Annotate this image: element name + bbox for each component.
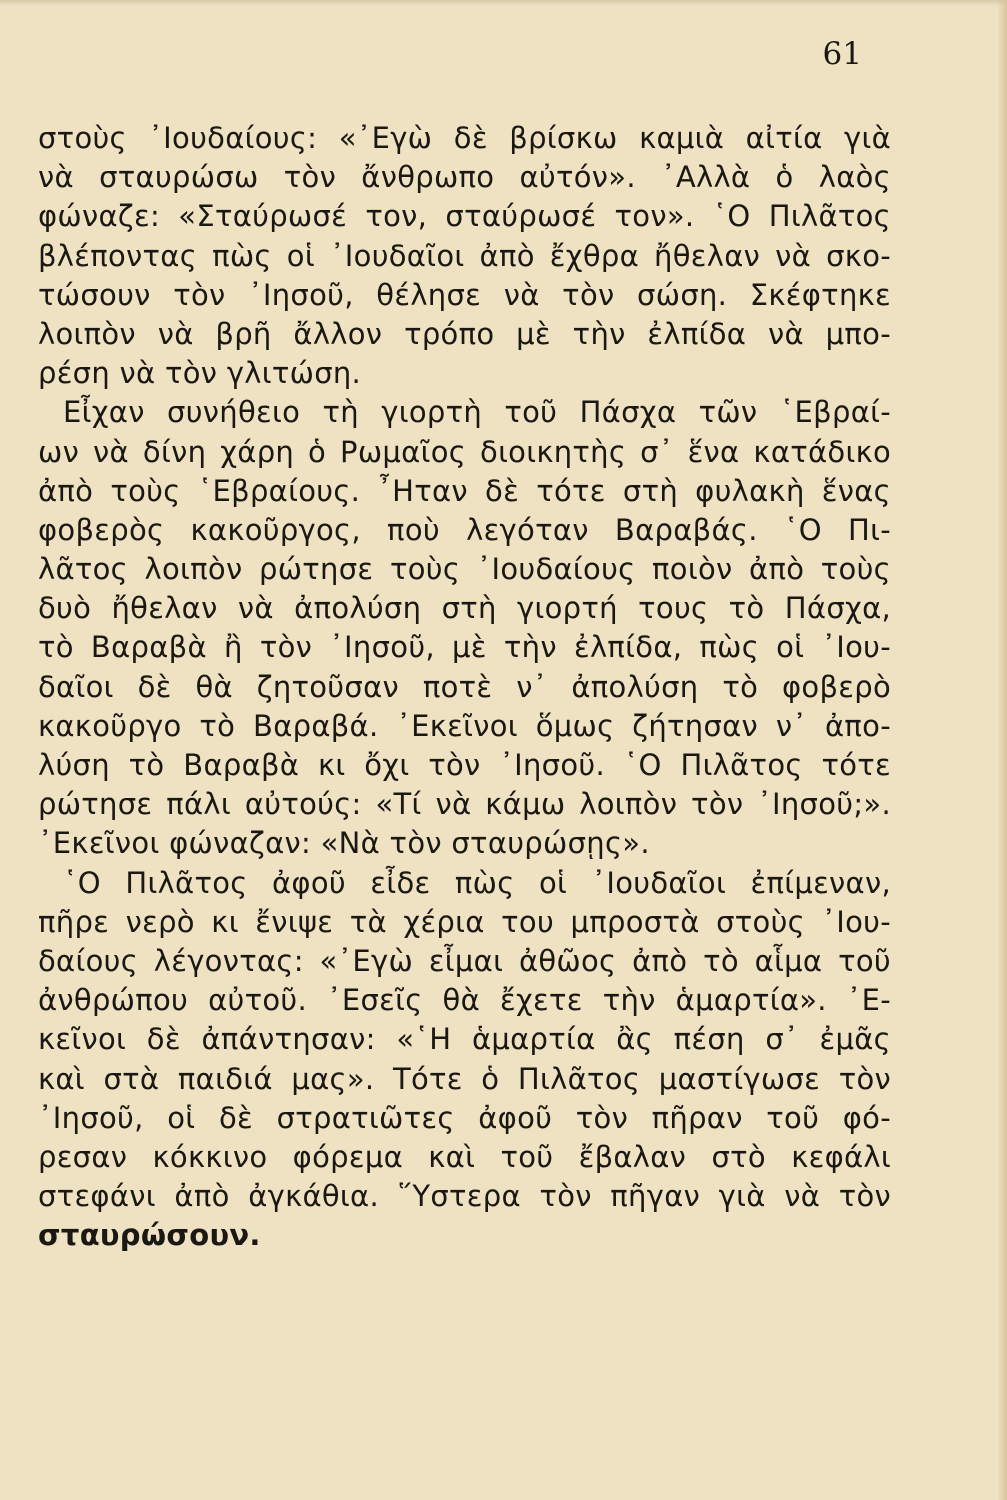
text-line: βλέποντας πὼς οἱ ᾿Ιουδαῖοι ἀπὸ ἔχθρα ἤθελαν νὰ σκο- <box>38 238 891 273</box>
text-line: λοιπὸν νὰ βρῆ ἄλλον τρόπο μὲ τὴν ἐλπίδα νὰ μπο- <box>38 316 891 351</box>
text-line: ἀπὸ τοὺς ῾Εβραίους. ῏Ηταν δὲ τότε στὴ φυλακὴ ἕνας <box>38 473 891 508</box>
page-top-edge <box>0 0 1007 6</box>
text-line: λύση τὸ Βαραβὰ κι ὄχι τὸν ᾿Ιησοῦ. ῾Ο Πιλᾶτος τότε <box>38 748 891 782</box>
text-line: ρέση νὰ τὸν γλιτώση. <box>38 356 362 391</box>
text-line: κακοῦργο τὸ Βαραβά. ᾿Εκεῖνοι ὅμως ζήτησαν ν᾿ ἀπο- <box>38 708 891 743</box>
text-line: ᾿Εκεῖνοι φώναζαν: «Νὰ τὸν σταυρώσῃς». <box>38 826 650 861</box>
text-line: φώναζε: «Σταύρωσέ τον, σταύρωσέ τον». ῾Ο Πιλᾶτος <box>38 199 891 234</box>
text-line: ων νὰ δίνη χάρη ὁ Ρωμαῖος διοικητὴς σ᾿ ἕνα κατάδικο <box>38 434 891 469</box>
text-line: ᾿Ιησοῦ, οἱ δὲ στρατιῶτες ἀφοῦ τὸν πῆραν τοῦ φό- <box>38 1100 891 1135</box>
text-line: λᾶτος λοιπὸν ρώτησε τοὺς ᾿Ιουδαίους ποιὸν ἀπὸ τοὺς <box>38 552 891 587</box>
text-line: πῆρε νερὸ κι ἔνιψε τὰ χέρια του μπροστὰ στοὺς ᾿Ιου- <box>38 904 891 939</box>
text-line: στεφάνι ἀπὸ ἀγκάθια. ῞Υστερα τὸν πῆγαν γιὰ νὰ τὸν <box>38 1179 891 1214</box>
text-line: ἀνθρώπου αὐτοῦ. ᾿Εσεῖς θὰ ἔχετε τὴν ἁμαρτία». ᾿Ε- <box>38 983 891 1018</box>
text-line: δαίους λέγοντας: «᾿Εγὼ εἶμαι ἀθῶος ἀπὸ τὸ αἷμα τοῦ <box>38 943 891 978</box>
text-line: φοβερὸς κακοῦργος, ποὺ λεγόταν Βαραβάς. ῾Ο Πι- <box>38 512 891 547</box>
text-line: τώσουν τὸν ᾿Ιησοῦ, θέλησε νὰ τὸν σώση. Σκέφτηκε <box>38 277 891 312</box>
page-right-edge <box>997 0 1007 1500</box>
text-line: καὶ στὰ παιδιά μας». Τότε ὁ Πιλᾶτος μαστίγωσε τὸν <box>38 1061 891 1096</box>
text-line: στοὺς ᾿Ιουδαίους: «᾿Εγὼ δὲ βρίσκω καμιὰ αἰτία γιὰ <box>38 121 891 155</box>
page-number: 61 <box>822 36 862 72</box>
text-line: σταυρώσουν. <box>38 1218 261 1253</box>
text-line: ρώτησε πάλι αὐτούς: «Τί νὰ κάμω λοιπὸν τὸν ᾿Ιησοῦ;». <box>38 787 891 822</box>
paragraph-start-line: ῾Ο Πιλᾶτος ἀφοῦ εἶδε πὼς οἱ ᾿Ιουδαῖοι ἐπίμεναν, <box>63 865 891 900</box>
body-text <box>38 119 891 1255</box>
text-line: δυὸ ἤθελαν νὰ ἀπολύση στὴ γιορτή τους τὸ Πάσχα, <box>38 591 891 626</box>
text-line: τὸ Βαραβὰ ἢ τὸν ᾿Ιησοῦ, μὲ τὴν ἐλπίδα, πὼς οἱ ᾿Ιου- <box>38 630 891 665</box>
text-line: νὰ σταυρώσω τὸν ἄνθρωπο αὐτόν». ᾿Αλλὰ ὁ λαὸς <box>38 160 891 195</box>
text-line: δαῖοι δὲ θὰ ζητοῦσαν ποτὲ ν᾿ ἀπολύση τὸ φοβερὸ <box>38 669 891 704</box>
text-line: ρεσαν κόκκινο φόρεμα καὶ τοῦ ἔβαλαν στὸ κεφάλι <box>38 1139 891 1174</box>
text-line: κεῖνοι δὲ ἀπάντησαν: «῾Η ἁμαρτία ἂς πέση σ᾿ ἐμᾶς <box>38 1022 891 1057</box>
paragraph-start-line: Εἶχαν συνήθειο τὴ γιορτὴ τοῦ Πάσχα τῶν ῾Εβραί- <box>63 395 891 430</box>
